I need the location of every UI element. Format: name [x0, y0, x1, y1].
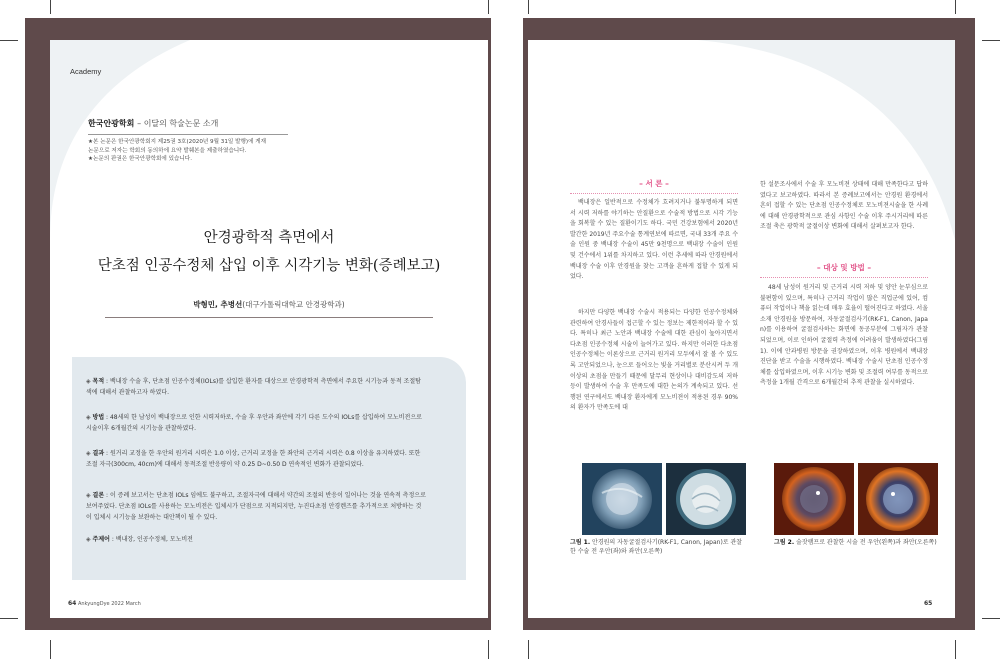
left-page [50, 40, 488, 618]
methods-heading-wrap [760, 262, 928, 278]
figure-2 [774, 463, 938, 535]
diamond-bullet-icon: ◈ [86, 378, 91, 385]
intro-paragraph: 백내장은 일반적으로 수정체가 흐려지거나 불투명하게 되면서 시력 저하를 야기하는 안질환으로 수술적 방법으로 시각 기능을 회복할 수 있는 질환이기도 하다. 국민 건강보험에서 2020년 발간한 2019년 주요수술 통계연보에 따르면, 국내 33개 주요 수술 인원 중 백내장 수술이 45만 9천명으로 백내장 수술이 인원 및 건수에서 1위를 차지하고 있다. 이런 추세에 따라 안경원에서 백내장 수술 이후 안경원을 찾는 고객을 흔하게 접할 수 있게 되었다. [570, 199, 738, 281]
diamond-bullet-icon: ◈ [86, 450, 91, 457]
intro-heading-wrap [570, 178, 738, 194]
abstract-box [72, 357, 466, 580]
intro-continued-paragraph: 한 설문조사에서 수술 후 모노비젼 상태에 대해 만족한다고 답하였다고 보고하였다. 따라서 본 증례보고에서는 안경원 환경에서 흔히 접할 수 있는 단초점 인공수정체로 모노비젼시술을 한 사례에 대해 안경광학적으로 관심 사항인 수술 이후 주시거리에 따른 조절 축은 광학적 굴절이상 변화에 대해서 살펴보고자 한다. [760, 181, 928, 231]
author-affiliation: (대구가톨릭대학교 안경광학과) [242, 300, 345, 309]
crop-mark [528, 0, 529, 14]
right-page [528, 40, 955, 618]
crop-mark [528, 640, 529, 659]
figure-2-caption: 그림 2. 술잣램프로 관찰한 시술 전 우안(왼쪽)과 좌안(오른쪽) [774, 539, 937, 546]
abstract-item-conclusion: ◈ 결론 : 이 증례 보고서는 단초점 IOLs 임에도 불구하고, 조절자극에 대해서 약간의 조절의 반응이 일어나는 것을 연속적 측정으로 보여주었다. 단초점 IOLs를 사용하는 모노비전은 입체시가 단점으로 지적되지만, 누진다초점 안경렌즈를 추가적으로 처방하는 것이 입체시 시기능을 보완하는 대안책이 될 수 있다. [86, 492, 426, 521]
abstract-item-result: ◈ 결과 : 원거리 교정을 한 우안의 원거리 시력은 1.0 이상, 근거리 교정을 한 좌안의 근거리 시력은 0.8 이상을 유지하였다. 또한 조절 자극(300cm, 40cm)에 대해서 동적조절 반응량이 약 0.25 D~0.50 D 연속적인 변화가 관찰되었다. [86, 450, 421, 468]
crop-mark [488, 640, 489, 659]
abstract-item-method: ◈ 방법 : 48세의 한 남성이 백내장으로 인한 시력저하로, 수술 후 우안과 좌안에 각기 다른 도수의 IOLs를 삽입하여 모노비전으로 시술이후 6개월간의 시기능을 관찰하였다. [86, 414, 422, 432]
society-name: 한국안광학회 [88, 119, 138, 128]
crop-mark [0, 618, 18, 619]
abstract-item-purpose: ◈ 목적 : 백내장 수술 후, 단초점 인공수정체(IOLs)를 삽입한 환자를 대상으로 안경광학적 측면에서 주요한 시기능과 동적 조절탐색에 대해서 관찰하고자 하였다. [86, 378, 421, 396]
crop-mark [50, 0, 51, 14]
section-label: Academy [70, 67, 102, 76]
heading-dots [760, 277, 928, 278]
figure-1 [582, 463, 746, 535]
intro-box [88, 118, 288, 164]
autorefractor-image-left-eye [666, 463, 746, 535]
abstract-item-keywords: ◈ 주제어 : 백내장, 인공수정체, 모노비전 [86, 536, 193, 543]
intro-heading: – 서 론 – [639, 179, 669, 188]
page-number-right: 65 [924, 600, 933, 607]
crop-mark [50, 640, 51, 659]
intro-subtitle: – 이달의 학술논문 소개 [137, 119, 219, 128]
page-number-left: 64 AnkyungDye 2022 March [68, 600, 141, 607]
article-title-line2: 단초점 인공수정체 삽입 이후 시각기능 변화(증례보고) [97, 258, 441, 274]
intro-paragraph: 하지만 다양한 백내장 수술시 적용되는 다양한 인공수정체와 관련하여 안경사들이 접근할 수 있는 정보는 제한적이라 할 수 있다. 특히나 최근 노안과 백내장 수술에 대한 관심이 높아지면서 다초점 인공수정체 시술이 늘어가고 있다. 하지만 이러한 다초점 인공수정체는 이론상으로 근거리 원거리 모두에서 잘 볼 수 있도록 고안되었으나, 눈으로 들어오는 빛을 거리별로 분산시켜 두 개 이상의 초점을 만들기 때문에 달무리 현상이나 대비감도의 저하 등이 발생하여 수술 후 만족도에 대한 논의가 계속되고 있다. 선행된 연구에서도 백내장 환자에게 모노비젼이 적용된 경우 90%의 환자가 만족도에 대 [570, 309, 738, 412]
slit-lamp-image-left-eye [858, 463, 938, 535]
crop-mark [955, 640, 956, 659]
article-title-line1: 안경광학적 측면에서 [203, 230, 335, 246]
authors [50, 299, 488, 310]
intro-divider [88, 134, 288, 135]
crop-mark [982, 618, 1000, 619]
authors-divider [105, 317, 433, 318]
intro-note: ★본 논문은 한국안광학회지 제25권 3호(2020년 9월 31일 발행)에 게재 논문으로 저자는 학회의 동의하에 요약 발췌본을 제출하였습니다. [88, 139, 267, 154]
intro-note: ★논문의 판권은 한국안광학회에 있습니다. [88, 156, 192, 163]
diamond-bullet-icon: ◈ [86, 536, 91, 543]
slit-lamp-image-right-eye [774, 463, 854, 535]
diamond-bullet-icon: ◈ [86, 414, 91, 421]
crop-mark [488, 0, 489, 14]
methods-paragraph: 48세 남성이 원거리 및 근거리 시력 저하 및 양안 눈부심으로 불편함이 있으며, 특히나 근거리 작업이 많은 직업군에 있어, 컴퓨터 작업이나 책을 읽는데 매우 효율이 떨어진다고 하였다. 서울 소재 안경원을 방문하여, 자동굴절검사기(RK-F1, Canon, Japan)를 이용하여 굴절검사하는 화면에 동공부분에 그림자가 관찰되었으며, 이로 인하여 굴절력 측정에 어려움이 발생하였다(그림 1). 이에 안과병원 방문을 권장하였으며, 이후 병원에서 백내장 진단을 받고 수술을 시행하였다. 백내장 수술시 단초점 인공수정체를 삽입하였으며, 이후 시기능 변화 및 조절력 여부를 동적으로 측정을 1개월 간격으로 6개월간의 추적 관찰을 실시하였다. [760, 284, 928, 387]
author-names: 박형민, 추병선 [193, 300, 243, 309]
autorefractor-image-right-eye [582, 463, 662, 535]
diamond-bullet-icon: ◈ [86, 492, 91, 499]
figure-1-caption: 그림 1. 안경원의 자동굴절검사기(RK-F1, Canon, Japan)로 관찰한 수술 전 우안(좌)와 좌안(오른쪽) [570, 539, 743, 555]
methods-heading: – 대상 및 방법 – [816, 263, 872, 272]
crop-mark [0, 40, 18, 41]
crop-mark [982, 40, 1000, 41]
crop-mark [955, 0, 956, 14]
heading-dots [570, 193, 738, 194]
